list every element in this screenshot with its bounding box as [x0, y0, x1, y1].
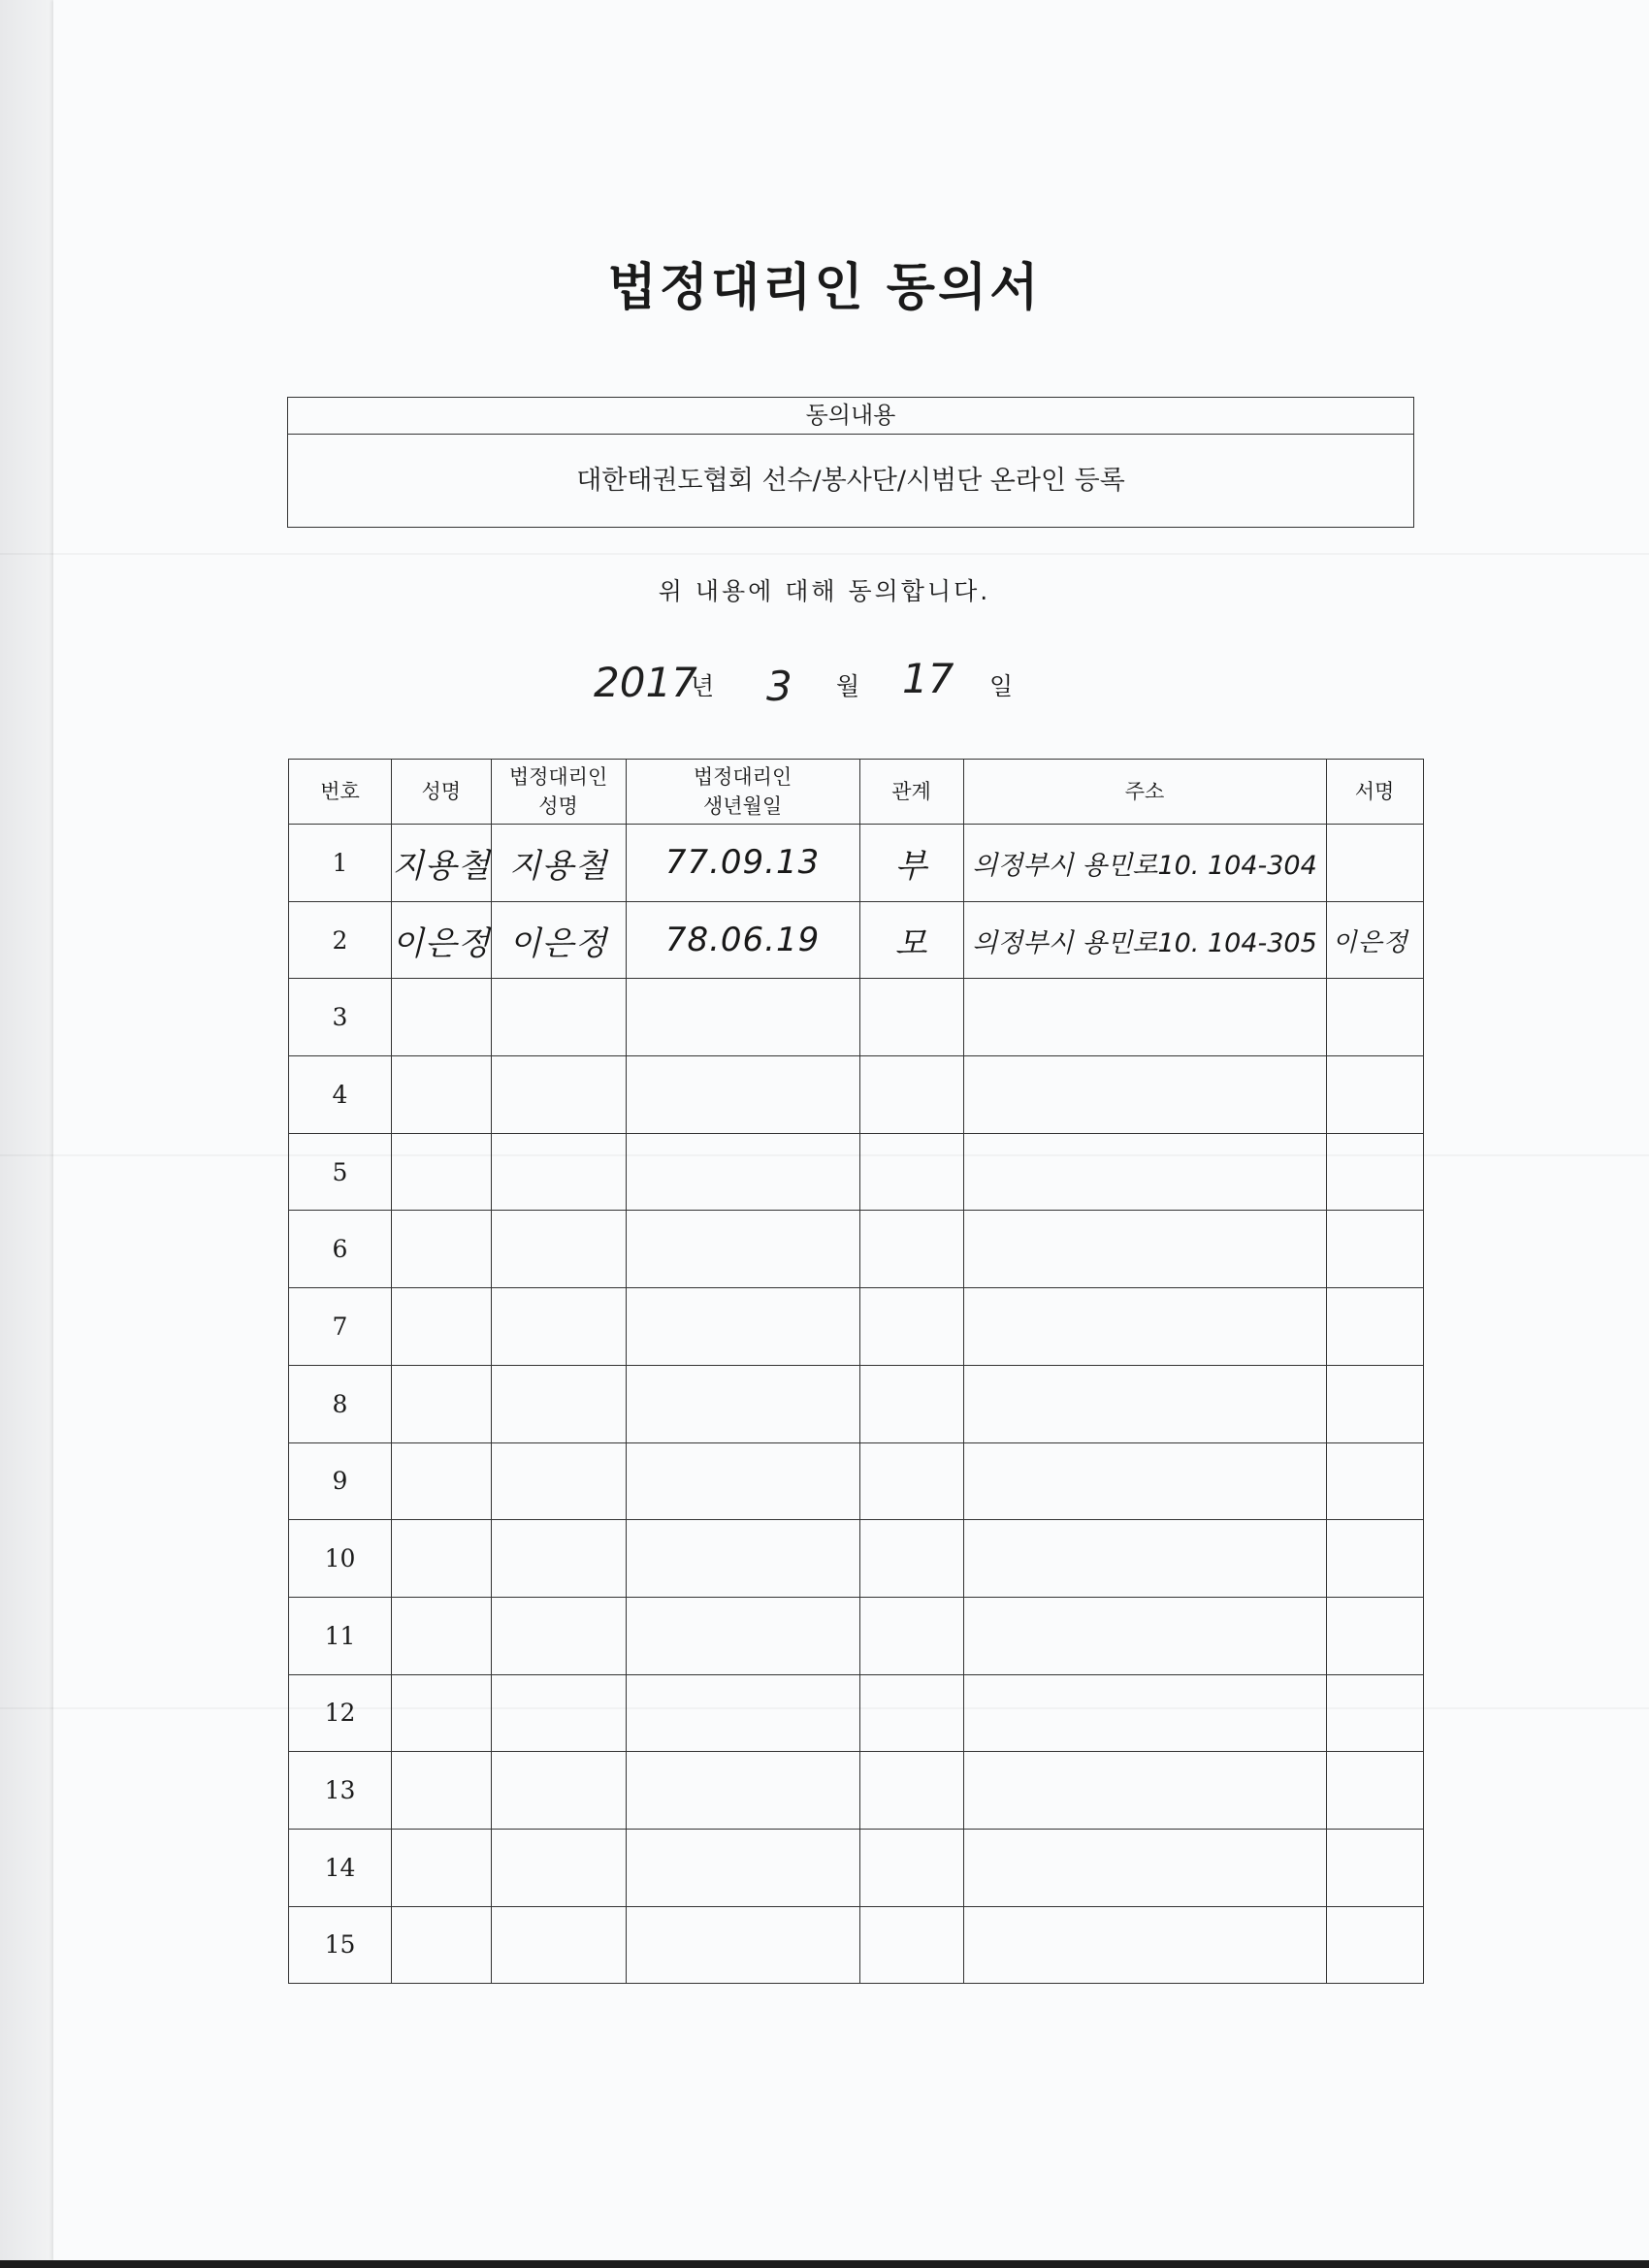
row-name — [392, 1133, 492, 1211]
row-guardian-birthdate — [626, 1520, 859, 1598]
row-relation — [859, 1442, 963, 1520]
row-signature — [1326, 1597, 1423, 1674]
row-guardian-birthdate — [626, 1365, 859, 1442]
table-row — [289, 1211, 1424, 1288]
row-signature — [1326, 825, 1423, 902]
date-day-unit: 일 — [989, 672, 1014, 700]
header-address: 주소 — [963, 760, 1326, 825]
agreement-statement: 위 내용에 대해 동의합니다. — [658, 577, 991, 605]
table-row — [289, 1597, 1424, 1674]
consent-box — [287, 397, 1414, 528]
row-signature — [1326, 979, 1423, 1056]
row-name — [392, 979, 492, 1056]
row-address — [963, 1442, 1326, 1520]
row-guardian-name: 지용철 — [491, 825, 626, 902]
row-name — [392, 1442, 492, 1520]
row-name — [392, 1520, 492, 1598]
row-address — [963, 979, 1326, 1056]
row-guardian-birthdate — [626, 979, 859, 1056]
row-address — [963, 1674, 1326, 1752]
table-row — [289, 1520, 1424, 1598]
header-name: 성명 — [392, 760, 492, 825]
row-relation — [859, 1365, 963, 1442]
row-relation — [859, 1133, 963, 1211]
row-guardian-birthdate — [626, 1597, 859, 1674]
table-row — [289, 1133, 1424, 1211]
row-signature — [1326, 1288, 1423, 1366]
row-relation — [859, 1752, 963, 1830]
table-header-row — [289, 760, 1424, 825]
row-guardian-name — [491, 1597, 626, 1674]
table-row — [289, 1674, 1424, 1752]
row-address — [963, 1752, 1326, 1830]
row-address — [963, 1520, 1326, 1598]
row-relation — [859, 979, 963, 1056]
date-day: 17 — [902, 655, 954, 702]
row-relation — [859, 1906, 963, 1984]
row-relation — [859, 1597, 963, 1674]
row-signature — [1326, 1520, 1423, 1598]
row-relation — [859, 1056, 963, 1134]
row-guardian-name: 이은정 — [491, 901, 626, 979]
row-number: 11 — [289, 1597, 392, 1674]
row-name — [392, 1597, 492, 1674]
row-name — [392, 1365, 492, 1442]
row-signature — [1326, 1056, 1423, 1134]
date-month: 3 — [766, 663, 792, 710]
row-name — [392, 1674, 492, 1752]
row-guardian-name — [491, 1906, 626, 1984]
row-name: 지용철 — [392, 825, 492, 902]
row-relation — [859, 1829, 963, 1906]
row-name — [392, 1211, 492, 1288]
row-guardian-birthdate: 78.06.19 — [626, 901, 859, 979]
row-number: 12 — [289, 1674, 392, 1752]
table-row — [289, 1906, 1424, 1984]
row-number: 8 — [289, 1365, 392, 1442]
header-relation: 관계 — [859, 760, 963, 825]
row-signature — [1326, 1211, 1423, 1288]
header-number: 번호 — [289, 760, 392, 825]
signature-table — [288, 759, 1424, 1984]
date-line — [0, 650, 1649, 718]
row-signature — [1326, 1906, 1423, 1984]
row-address — [963, 1597, 1326, 1674]
row-relation: 모 — [859, 901, 963, 979]
row-address — [963, 1906, 1326, 1984]
row-number: 5 — [289, 1133, 392, 1211]
row-address — [963, 1829, 1326, 1906]
row-signature: 이은정 — [1326, 901, 1423, 979]
row-number: 10 — [289, 1520, 392, 1598]
row-number: 14 — [289, 1829, 392, 1906]
row-signature — [1326, 1365, 1423, 1442]
row-guardian-birthdate — [626, 1056, 859, 1134]
row-name — [392, 1288, 492, 1366]
row-guardian-birthdate — [626, 1829, 859, 1906]
row-guardian-birthdate — [626, 1211, 859, 1288]
row-guardian-birthdate — [626, 1674, 859, 1752]
header-guardian-name: 법정대리인 성명 — [491, 760, 626, 825]
row-guardian-name — [491, 1752, 626, 1830]
row-address — [963, 1365, 1326, 1442]
row-number: 7 — [289, 1288, 392, 1366]
row-signature — [1326, 1829, 1423, 1906]
row-address: 의정부시 용민로10. 104-305 — [963, 901, 1326, 979]
row-number: 4 — [289, 1056, 392, 1134]
scanner-edge — [0, 2260, 1649, 2268]
row-guardian-birthdate — [626, 1752, 859, 1830]
row-guardian-name — [491, 1288, 626, 1366]
row-guardian-birthdate: 77.09.13 — [626, 825, 859, 902]
row-guardian-name — [491, 1211, 626, 1288]
row-address — [963, 1288, 1326, 1366]
table-row — [289, 1288, 1424, 1366]
paper-fold-line — [0, 553, 1649, 555]
row-signature — [1326, 1133, 1423, 1211]
row-address — [963, 1211, 1326, 1288]
table-row — [289, 979, 1424, 1056]
row-relation — [859, 1288, 963, 1366]
row-guardian-name — [491, 1133, 626, 1211]
row-guardian-birthdate — [626, 1906, 859, 1984]
date-month-unit: 월 — [836, 672, 860, 700]
row-relation — [859, 1211, 963, 1288]
row-name — [392, 1752, 492, 1830]
row-guardian-name — [491, 1365, 626, 1442]
row-address — [963, 1133, 1326, 1211]
row-address — [963, 1056, 1326, 1134]
row-name — [392, 1906, 492, 1984]
row-guardian-name — [491, 1674, 626, 1752]
row-guardian-birthdate — [626, 1288, 859, 1366]
row-signature — [1326, 1674, 1423, 1752]
row-number: 9 — [289, 1442, 392, 1520]
row-address: 의정부시 용민로10. 104-304 — [963, 825, 1326, 902]
row-number: 6 — [289, 1211, 392, 1288]
row-relation: 부 — [859, 825, 963, 902]
consent-header: 동의내용 — [288, 398, 1413, 435]
row-guardian-name — [491, 1829, 626, 1906]
header-signature: 서명 — [1326, 760, 1423, 825]
row-number: 2 — [289, 901, 392, 979]
row-guardian-name — [491, 979, 626, 1056]
row-relation — [859, 1674, 963, 1752]
consent-content: 대한태권도협회 선수/봉사단/시범단 온라인 등록 — [576, 466, 1125, 496]
row-number: 1 — [289, 825, 392, 902]
date-year-unit: 년 — [691, 672, 715, 700]
paper-stack-edge — [0, 0, 53, 2260]
row-number: 3 — [289, 979, 392, 1056]
row-guardian-name — [491, 1442, 626, 1520]
row-relation — [859, 1520, 963, 1598]
row-guardian-birthdate — [626, 1442, 859, 1520]
table-row — [289, 1365, 1424, 1442]
document-title: 법정대리인 동의서 — [607, 258, 1042, 317]
row-number: 13 — [289, 1752, 392, 1830]
table-row — [289, 1752, 1424, 1830]
row-number: 15 — [289, 1906, 392, 1984]
date-year: 2017 — [594, 659, 697, 706]
header-guardian-birthdate: 법정대리인 생년월일 — [626, 760, 859, 825]
row-guardian-name — [491, 1056, 626, 1134]
row-signature — [1326, 1752, 1423, 1830]
table-row — [289, 1829, 1424, 1906]
table-row — [289, 901, 1424, 979]
table-row — [289, 1056, 1424, 1134]
table-row — [289, 825, 1424, 902]
row-signature — [1326, 1442, 1423, 1520]
row-name — [392, 1056, 492, 1134]
row-guardian-birthdate — [626, 1133, 859, 1211]
signature-table-wrap — [288, 759, 1424, 1984]
row-guardian-name — [491, 1520, 626, 1598]
table-row — [289, 1442, 1424, 1520]
row-name: 이은정 — [392, 901, 492, 979]
row-name — [392, 1829, 492, 1906]
